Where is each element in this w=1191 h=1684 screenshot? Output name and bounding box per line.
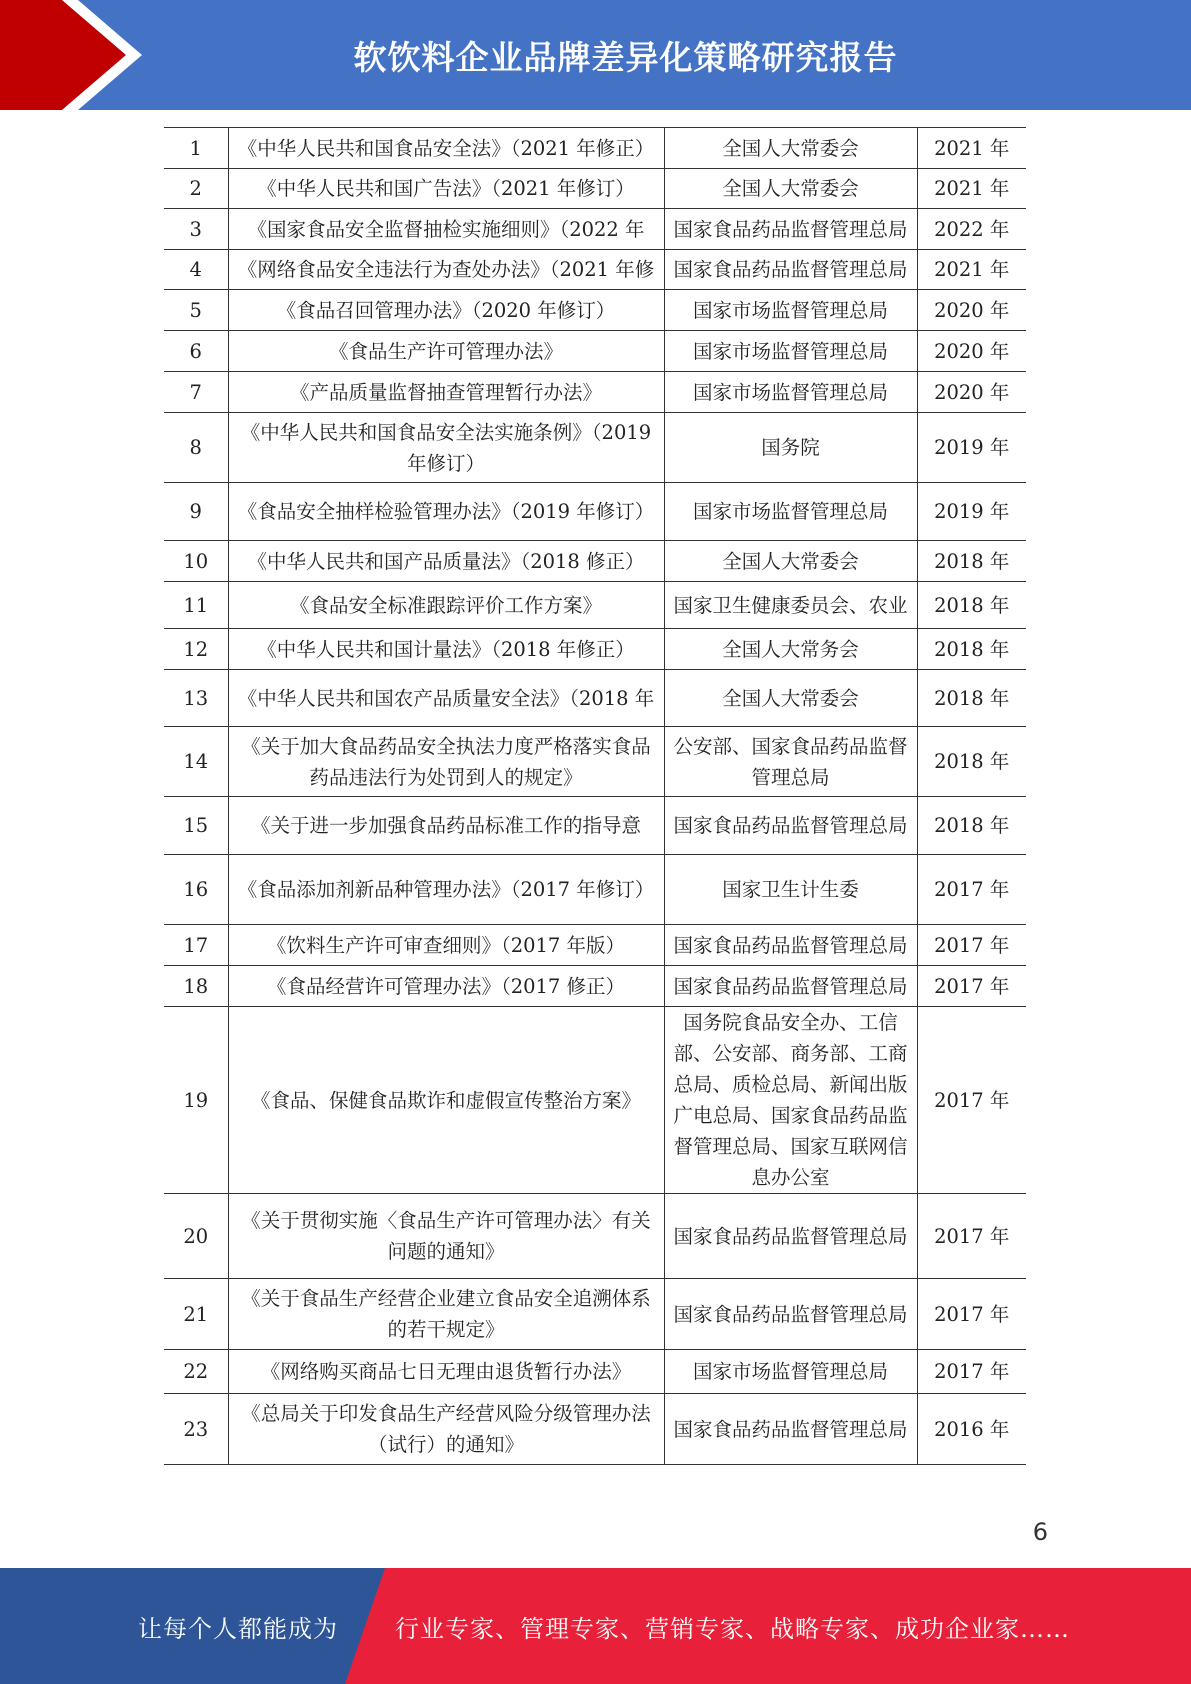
issue-year-cell [917,629,1026,670]
row-number: 19 [183,1088,209,1112]
issuing-authority: 公安部、国家食品药品监督管理总局 [673,734,908,789]
regulation-name: 《食品经营许可管理办法》（2017 修正） [266,974,626,998]
table-row [164,797,1026,855]
issue-year-cell [917,966,1026,1007]
issuing-authority-cell [664,1279,917,1350]
table-row [164,855,1026,925]
row-number: 1 [189,136,202,160]
row-number-cell [164,727,228,797]
issue-year-cell [917,1279,1026,1350]
regulation-name-cell [228,629,664,670]
issue-year: 2019 年 [934,500,1010,523]
table-row [164,966,1026,1007]
table-row [164,290,1026,331]
issuing-authority-cell [664,372,917,413]
row-number-cell [164,483,228,541]
regulation-name-cell [228,1350,664,1394]
row-number-cell [164,250,228,290]
issuing-authority-cell [664,128,917,169]
row-number-cell [164,209,228,250]
row-number: 18 [183,974,209,998]
table-row [164,1394,1026,1465]
row-number: 14 [183,750,209,773]
regulation-name: 《食品召回管理办法》（2020 年修订） [276,298,616,322]
issue-year: 2020 年 [934,339,1010,363]
issuing-authority: 全国人大常委会 [722,686,859,710]
issuing-authority-cell [664,629,917,670]
issuing-authority-cell [664,966,917,1007]
issuing-authority: 国家食品药品监督管理总局 [673,974,908,998]
table-row [164,582,1026,629]
table-row [164,1350,1026,1394]
row-number-cell [164,1394,228,1465]
table-row [164,541,1026,582]
row-number: 13 [183,686,209,710]
issue-year: 2018 年 [934,814,1010,837]
regulation-name: 《中华人民共和国广告法》（2021 年修订） [257,177,635,200]
row-number-cell [164,331,228,372]
regulation-name-cell [228,1194,664,1279]
regulation-name-cell [228,1007,664,1194]
row-number-cell [164,413,228,483]
issue-year-cell [917,1350,1026,1394]
regulations-table-body [164,128,1026,1465]
table-row [164,1007,1026,1194]
issuing-authority: 国家食品药品监督管理总局 [673,933,908,957]
issue-year: 2017 年 [934,974,1010,998]
issue-year: 2018 年 [934,637,1010,661]
row-number: 2 [189,177,202,200]
issuing-authority-cell [664,209,917,250]
issue-year: 2018 年 [934,750,1010,773]
table-row [164,670,1026,727]
table-row [164,331,1026,372]
table-row [164,727,1026,797]
issuing-authority: 全国人大常委会 [722,549,859,573]
table-row [164,372,1026,413]
regulation-name-cell [228,582,664,629]
issue-year: 2022 年 [934,217,1010,241]
issue-year: 2020 年 [934,380,1010,404]
issue-year-cell [917,290,1026,331]
table-row [164,1279,1026,1350]
regulation-name: 《食品、保健食品欺诈和虚假宣传整治方案》 [250,1088,641,1112]
row-number: 7 [189,380,202,404]
issuing-authority-cell [664,483,917,541]
table-row [164,169,1026,209]
issuing-authority: 国家食品药品监督管理总局 [673,1302,908,1326]
row-number: 12 [183,637,209,661]
footer-slogan-left: 让每个人都能成为 [138,1614,338,1643]
issue-year: 2020 年 [934,298,1010,322]
regulation-name: 《食品安全抽样检验管理办法》（2019 年修订） [237,500,655,523]
footer-banner [0,1568,1191,1684]
issue-year: 2017 年 [934,1360,1010,1383]
regulation-name-cell [228,209,664,250]
header-chevron-decoration [0,0,150,110]
regulation-name-cell [228,169,664,209]
row-number-cell [164,290,228,331]
regulation-name: 《食品安全标准跟踪评价工作方案》 [289,593,602,617]
row-number: 23 [183,1417,209,1441]
row-number-cell [164,372,228,413]
regulation-name-cell [228,290,664,331]
issuing-authority: 国家市场监督管理总局 [692,339,888,363]
table-row [164,483,1026,541]
issuing-authority-cell [664,727,917,797]
table-row [164,209,1026,250]
issuing-authority: 全国人大常务会 [722,637,859,661]
page-number: 6 [1032,1518,1048,1546]
issue-year-cell [917,1007,1026,1194]
regulation-name-cell [228,250,664,290]
regulation-name-cell [228,128,664,169]
issuing-authority: 国家食品药品监督管理总局 [673,258,908,281]
issuing-authority-cell [664,1350,917,1394]
row-number-cell [164,128,228,169]
footer-slogan-right: 行业专家、管理专家、营销专家、战略专家、成功企业家…… [395,1614,1070,1643]
regulation-name-cell [228,727,664,797]
regulation-name: 《食品生产许可管理办法》 [328,339,563,363]
issue-year: 2017 年 [934,878,1010,901]
issue-year-cell [917,925,1026,966]
row-number-cell [164,582,228,629]
issuing-authority-cell [664,1007,917,1194]
row-number: 10 [183,549,209,573]
row-number-cell [164,1194,228,1279]
regulation-name-cell [228,797,664,855]
issue-year-cell [917,1194,1026,1279]
table-row [164,128,1026,169]
issue-year-cell [917,541,1026,582]
row-number-cell [164,855,228,925]
table-row [164,413,1026,483]
regulation-name-cell [228,483,664,541]
issuing-authority: 国家食品药品监督管理总局 [673,1224,908,1248]
row-number: 4 [189,258,202,281]
issuing-authority-cell [664,925,917,966]
issue-year: 2018 年 [934,549,1010,573]
issue-year-cell [917,670,1026,727]
row-number-cell [164,925,228,966]
regulation-name: 《关于食品生产经营企业建立食品安全追溯体系的若干规定》 [241,1287,651,1341]
row-number: 3 [189,217,202,241]
issuing-authority-cell [664,582,917,629]
issuing-authority: 国家市场监督管理总局 [692,380,888,404]
regulation-name: 《总局关于印发食品生产经营风险分级管理办法（试行）的通知》 [241,1402,651,1456]
regulations-table [164,127,1026,1465]
issuing-authority: 国家卫生健康委员会、农业 [673,593,908,617]
issuing-authority-cell [664,413,917,483]
header-banner [0,0,1191,110]
regulation-name: 《关于贯彻实施〈食品生产许可管理办法〉有关问题的通知》 [241,1209,651,1263]
row-number: 20 [183,1224,209,1248]
regulation-name: 《中华人民共和国农产品质量安全法》（2018 年 [237,686,655,710]
row-number-cell [164,629,228,670]
issue-year: 2017 年 [934,1224,1010,1248]
issue-year: 2017 年 [934,1302,1010,1326]
regulation-name-cell [228,1279,664,1350]
table-row [164,925,1026,966]
table-row [164,1194,1026,1279]
regulation-name-cell [228,925,664,966]
regulation-name-cell [228,855,664,925]
regulation-name-cell [228,413,664,483]
regulation-name-cell [228,331,664,372]
issue-year: 2021 年 [934,177,1010,200]
regulation-name: 《中华人民共和国计量法》（2018 年修正） [257,637,635,661]
row-number: 22 [183,1360,209,1383]
row-number-cell [164,541,228,582]
table-row [164,629,1026,670]
issuing-authority: 全国人大常委会 [722,177,859,200]
issue-year-cell [917,797,1026,855]
regulation-name-cell [228,670,664,727]
regulation-name: 《食品添加剂新品种管理办法》（2017 年修订） [237,878,655,901]
row-number: 11 [183,593,209,617]
row-number-cell [164,1279,228,1350]
issuing-authority-cell [664,169,917,209]
issuing-authority: 国务院食品安全办、工信部、公安部、商务部、工商总局、质检总局、新闻出版广电总局、国家食品药品监督管理总局、国家互联网信息办公室 [673,1011,908,1189]
issue-year-cell [917,128,1026,169]
issue-year: 2018 年 [934,593,1010,617]
regulation-name: 《饮料生产许可审查细则》（2017 年版） [266,933,626,957]
issue-year: 2017 年 [934,933,1010,957]
regulation-name: 《网络购买商品七日无理由退货暂行办法》 [260,1360,632,1383]
row-number: 9 [189,500,202,523]
regulation-name: 《关于进一步加强食品药品标准工作的指导意 [250,814,641,837]
issue-year: 2021 年 [934,136,1010,160]
row-number: 6 [189,339,202,363]
issuing-authority: 国家市场监督管理总局 [692,500,888,523]
issuing-authority-cell [664,670,917,727]
issue-year-cell [917,483,1026,541]
issuing-authority-cell [664,1194,917,1279]
issuing-authority: 国务院 [761,436,820,459]
issuing-authority: 国家食品药品监督管理总局 [673,814,908,837]
issuing-authority: 国家市场监督管理总局 [692,1360,888,1383]
issue-year-cell [917,1394,1026,1465]
row-number-cell [164,1350,228,1394]
regulation-name: 《国家食品安全监督抽检实施细则》（2022 年 [247,217,645,241]
issuing-authority: 全国人大常委会 [722,136,859,160]
issuing-authority-cell [664,250,917,290]
issue-year: 2017 年 [934,1088,1010,1112]
issuing-authority-cell [664,797,917,855]
issue-year-cell [917,855,1026,925]
issuing-authority: 国家食品药品监督管理总局 [673,217,908,241]
row-number-cell [164,1007,228,1194]
regulation-name-cell [228,1394,664,1465]
issue-year-cell [917,582,1026,629]
issuing-authority-cell [664,855,917,925]
row-number: 8 [189,436,202,459]
regulation-name: 《网络食品安全违法行为查处办法》（2021 年修 [237,258,655,281]
issuing-authority-cell [664,541,917,582]
row-number-cell [164,797,228,855]
regulation-name: 《关于加大食品药品安全执法力度严格落实食品药品违法行为处罚到人的规定》 [241,734,651,789]
report-title: 软饮料企业品牌差异化策略研究报告 [353,37,898,77]
regulation-name: 《中华人民共和国食品安全法》（2021 年修正） [237,136,655,160]
issue-year-cell [917,169,1026,209]
regulation-name-cell [228,966,664,1007]
issue-year-cell [917,413,1026,483]
issue-year-cell [917,727,1026,797]
issue-year-cell [917,331,1026,372]
row-number-cell [164,966,228,1007]
issuing-authority-cell [664,1394,917,1465]
issue-year: 2019 年 [934,436,1010,459]
issuing-authority: 国家市场监督管理总局 [692,298,888,322]
issue-year-cell [917,209,1026,250]
table-row [164,250,1026,290]
issue-year: 2016 年 [934,1417,1010,1441]
issue-year: 2021 年 [934,258,1010,281]
regulation-name: 《中华人民共和国产品质量法》（2018 修正） [247,549,645,573]
issue-year-cell [917,372,1026,413]
row-number: 16 [183,878,209,901]
regulation-name: 《中华人民共和国食品安全法实施条例》（2019 年修订） [240,420,652,475]
regulation-name-cell [228,372,664,413]
row-number-cell [164,670,228,727]
issuing-authority: 国家食品药品监督管理总局 [673,1417,908,1441]
row-number: 17 [183,933,209,957]
issue-year-cell [917,250,1026,290]
row-number-cell [164,169,228,209]
issuing-authority: 国家卫生计生委 [722,878,859,901]
row-number: 5 [189,298,202,322]
row-number: 21 [183,1302,209,1326]
issuing-authority-cell [664,331,917,372]
issuing-authority-cell [664,290,917,331]
regulation-name: 《产品质量监督抽查管理暂行办法》 [289,380,602,404]
regulation-name-cell [228,541,664,582]
row-number: 15 [183,814,209,837]
issue-year: 2018 年 [934,686,1010,710]
